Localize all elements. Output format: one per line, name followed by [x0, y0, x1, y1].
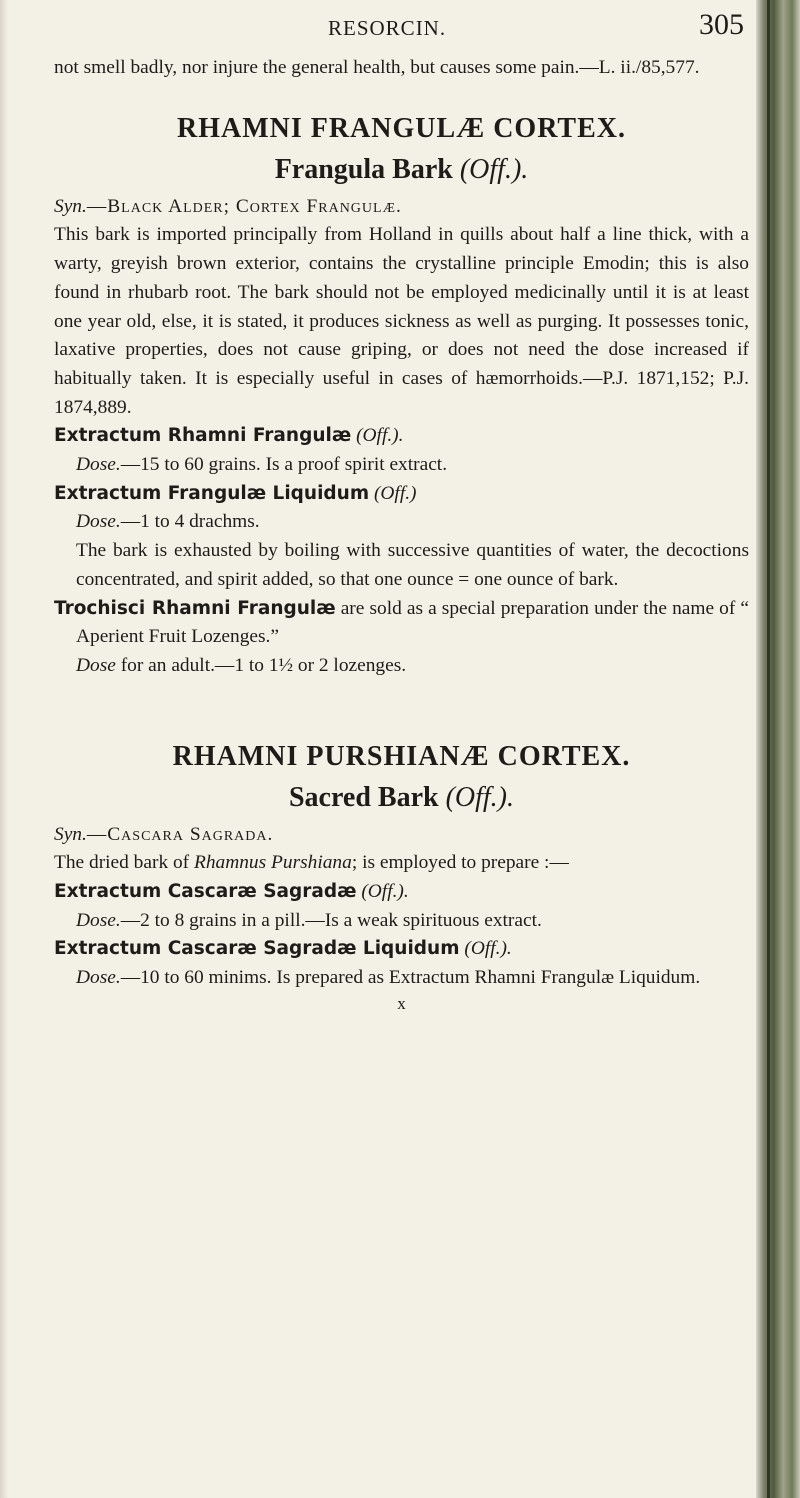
subtitle-text: Sacred Bark: [288, 781, 439, 813]
prep-official: (Off.).: [464, 938, 512, 960]
prep-dose: [54, 964, 749, 993]
synonym-line: [54, 821, 749, 850]
section-heading-frangula: RHAMNI FRANGULÆ CORTEX.: [176, 112, 626, 144]
page-number: 305: [699, 8, 744, 41]
prep-name: Extractum Cascaræ Sagradæ Liquidum: [54, 938, 460, 960]
prep-entry: [54, 595, 749, 652]
intro-paragraph: not smell badly, nor injure the general health, but causes some pain.—L. ii./85,577.: [54, 57, 700, 78]
section-heading-purshiana: RHAMNI PURSHIANÆ CORTEX.: [172, 740, 631, 772]
prep-name: Extractum Frangulæ Liquidum: [54, 482, 370, 504]
dose-text: for an adult.—1 to 1½ or 2 lozenges.: [115, 654, 407, 676]
syn-names: —Black Alder; Cortex Frangulæ.: [86, 195, 402, 217]
prep-note: The bark is exhausted by boiling with successive quantities of water, the decoctions concentrated, and spirit added, so that one ounce = one ounce of bark.: [76, 540, 749, 590]
syn-label: Syn.: [54, 823, 87, 845]
purshiana-description: [54, 849, 749, 878]
prep-entry: [54, 935, 749, 964]
page-gutter: [0, 0, 8, 1498]
section-subtitle-frangula: [54, 151, 749, 189]
prep-dose: [54, 451, 749, 480]
prep-dose: [54, 907, 749, 936]
prep-entry: [54, 878, 749, 907]
dose-label: Dose.: [76, 967, 121, 989]
page-body: [54, 54, 749, 1015]
prep-name: Trochisci Rhamni Frangulæ: [54, 597, 336, 619]
signature-mark: x: [397, 993, 406, 1013]
prep-entry: [54, 422, 749, 451]
dose-text: —15 to 60 grains. Is a proof spirit extract.: [120, 454, 448, 476]
prep-official: (Off.).: [361, 881, 409, 903]
dose-label: Dose.: [76, 511, 121, 533]
body-after: ; is employed to prepare :—: [351, 852, 569, 874]
prep-official: (Off.): [373, 482, 417, 504]
running-title: RESORCIN.: [328, 16, 447, 40]
dose-label: Dose.: [76, 909, 121, 931]
dose-text: —1 to 4 drachms.: [120, 511, 260, 533]
synonym-line: [54, 193, 749, 222]
prep-description: are sold as a special preparation under the name of “ Aperient Fruit Lozenges.”: [76, 597, 749, 648]
dose-label: Dose.: [76, 454, 121, 476]
dose-label: Dose: [76, 654, 116, 676]
section-subtitle-purshiana: [54, 779, 749, 817]
body-before: The dried bark of: [54, 852, 194, 874]
subtitle-official: (Off.).: [445, 781, 515, 813]
running-header: [0, 0, 800, 50]
syn-names: —Cascara Sagrada.: [86, 823, 274, 845]
page-edge-line: [767, 0, 770, 1498]
prep-name: Extractum Rhamni Frangulæ: [54, 425, 352, 447]
prep-dose: [54, 508, 749, 537]
prep-official: (Off.).: [356, 425, 404, 447]
prep-name: Extractum Cascaræ Sagradæ: [54, 881, 357, 903]
syn-label: Syn.: [54, 195, 87, 217]
dose-text: —2 to 8 grains in a pill.—Is a weak spirituous extract.: [120, 909, 542, 931]
prep-dose: [54, 652, 749, 681]
subtitle-text: Frangula Bark: [274, 153, 453, 185]
prep-entry: [54, 480, 749, 509]
species-name: Rhamnus Purshiana: [194, 852, 352, 874]
subtitle-official: (Off.).: [459, 153, 529, 185]
frangula-description: This bark is imported principally from Holland in quills about half a line thick, with a warty, greyish brown exterior, contains the crystalline principle Emodin; this is also found in rhubarb root. The bark should not be employed medicinally until it is at least one year old, else, it is stated, it produces sickness as well as purging. It possesses tonic, laxative properties, does not cause griping, or does not need the dose increased if habitually taken. It is especially useful in cases of hæmorrhoids.—P.J. 1871,152; P.J. 1874,889.: [54, 224, 749, 418]
dose-text: —10 to 60 minims. Is prepared as Extractum Rhamni Frangulæ Liquidum.: [120, 967, 701, 989]
page-edge-binding: [756, 0, 800, 1498]
